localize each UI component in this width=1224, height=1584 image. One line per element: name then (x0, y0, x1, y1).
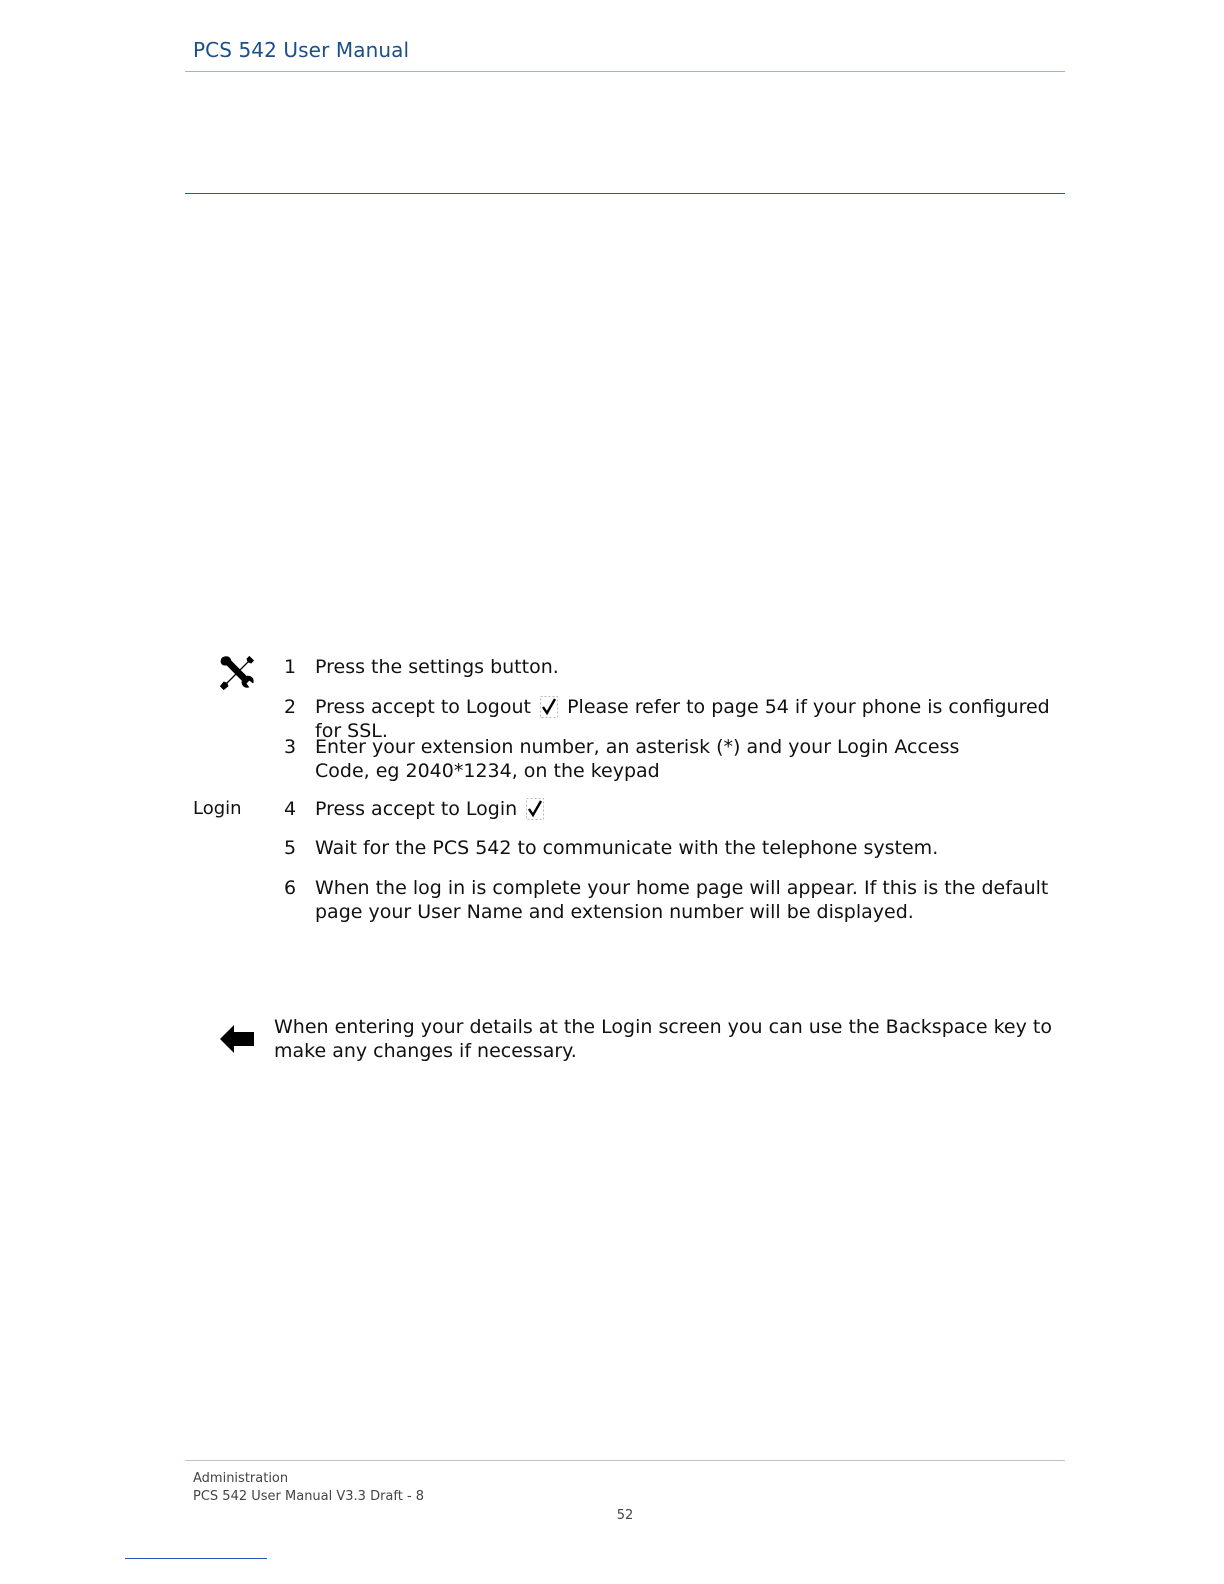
backspace-arrow-icon (219, 1022, 255, 1056)
step-number: 4 (284, 798, 297, 820)
page-header-title: PCS 542 User Manual (193, 38, 410, 62)
step-number: 1 (284, 656, 297, 678)
backspace-note: When entering your details at the Login screen you can use the Backspace key to make any changes if necessary. (274, 1016, 1052, 1062)
login-side-label: Login (193, 798, 242, 819)
accept-check-icon (540, 696, 558, 718)
step-number: 2 (284, 696, 297, 718)
step-text: Wait for the PCS 542 to communicate with the telephone system. (315, 837, 939, 859)
step-text: Press accept to Logout (315, 696, 531, 718)
step-text: Press accept to Login (315, 798, 518, 820)
header-divider (185, 71, 1065, 72)
step-number: 5 (284, 837, 297, 859)
step-number: 3 (284, 736, 297, 758)
footer-divider (185, 1460, 1065, 1461)
footer-document-version: PCS 542 User Manual V3.3 Draft - 8 (193, 1489, 425, 1504)
step-text-container (315, 797, 1065, 821)
bottom-link-underline (125, 1558, 267, 1559)
footer-section-name: Administration (193, 1471, 289, 1486)
section-divider (185, 193, 1065, 194)
settings-tools-icon (218, 654, 256, 692)
accept-check-icon (526, 798, 544, 820)
step-number: 6 (284, 877, 297, 899)
step-text-continued: Please refer to page 54 if your phone is configured for SSL. (315, 696, 1050, 742)
page-number: 52 (616, 1508, 634, 1523)
step-text: When the log in is complete your home page will appear. If this is the default page your User Name and extension number will be displayed. (315, 877, 1049, 923)
step-text: Press the settings button. (315, 656, 559, 678)
step-text: Enter your extension number, an asterisk (*) and your Login Access Code, eg 2040*1234, on the keypad (315, 736, 960, 782)
